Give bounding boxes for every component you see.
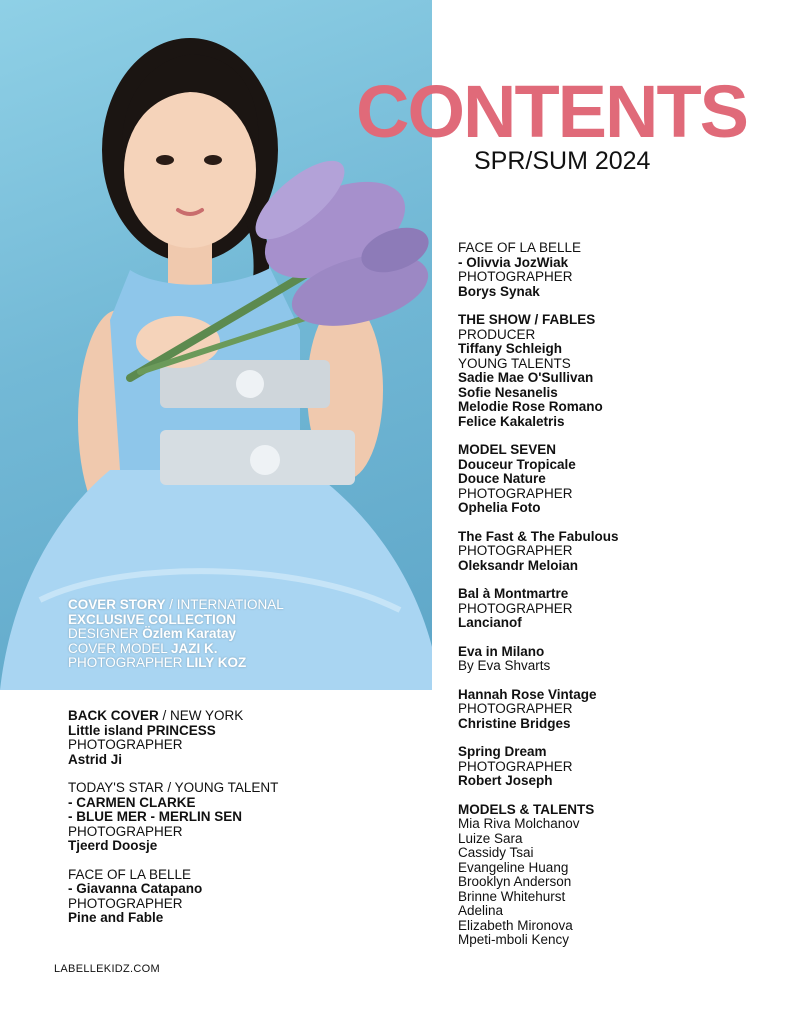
toc-section [458, 745, 778, 789]
right-contents-column [458, 241, 778, 962]
section-role: PHOTOGRAPHER [458, 701, 573, 716]
cover-designer-name: Özlem Karatay [142, 626, 237, 641]
toc-section [458, 688, 778, 732]
toc-section [458, 241, 778, 299]
cover-story-location: / INTERNATIONAL [165, 597, 284, 612]
section-entry: Tjeerd Doosje [68, 838, 158, 853]
section-entry: Pine and Fable [68, 910, 164, 925]
toc-section [458, 530, 778, 574]
section-heading: TODAY'S STAR / YOUNG TALENT [68, 780, 279, 795]
section-entry: Douce Nature [458, 471, 546, 486]
section-entry: Robert Joseph [458, 773, 553, 788]
section-heading: MODELS & TALENTS [458, 801, 595, 817]
cover-model-line [68, 642, 428, 657]
toc-section [458, 645, 778, 674]
section-heading: BACK COVER [68, 708, 159, 723]
model-name: Adelina [458, 903, 504, 918]
cover-photographer-name: LILY KOZ [186, 655, 247, 670]
section-entry: Oleksandr Meloian [458, 557, 579, 573]
section-role: PHOTOGRAPHER [458, 485, 573, 501]
section-location: / NEW YORK [158, 708, 244, 723]
toc-section [68, 781, 408, 854]
toc-section [458, 587, 778, 631]
section-role: PHOTOGRAPHER [458, 758, 573, 774]
section-role: PHOTOGRAPHER [68, 895, 183, 911]
section-heading: Eva in Milano [458, 643, 545, 659]
section-entry: Astrid Ji [68, 751, 123, 767]
model-name: Elizabeth Mironova [458, 917, 573, 933]
cover-designer-label: DESIGNER [68, 626, 143, 641]
section-role: YOUNG TALENTS [458, 355, 571, 371]
left-contents-column [68, 709, 408, 940]
toc-section [458, 443, 778, 516]
section-heading: FACE OF LA BELLE [458, 240, 582, 255]
section-entry: Tiffany Schleigh [458, 341, 563, 356]
section-entry: By Eva Shvarts [458, 658, 551, 673]
section-heading: Spring Dream [458, 744, 547, 759]
section-entry: - Olivvia JozWiak [458, 254, 569, 270]
section-role: PHOTOGRAPHER [68, 737, 183, 752]
section-role: PHOTOGRAPHER [458, 269, 573, 284]
section-entry: Sofie Nesanelis [458, 384, 558, 400]
section-role: PHOTOGRAPHER [458, 543, 573, 558]
section-entry: Douceur Tropicale [458, 456, 576, 472]
cover-model-name: JAZI K. [171, 640, 218, 656]
section-heading: Bal à Montmartre [458, 586, 569, 601]
cover-collection: EXCLUSIVE COLLECTION [68, 611, 237, 627]
section-entry: Borys Synak [458, 283, 540, 299]
section-role: PHOTOGRAPHER [68, 823, 183, 839]
toc-section-models [458, 803, 778, 948]
section-role: PRODUCER [458, 326, 536, 342]
model-name: Mia Riva Molchanov [458, 816, 580, 831]
section-heading: FACE OF LA BELLE [68, 866, 192, 882]
section-heading-line [68, 709, 408, 724]
section-entry: Lancianof [458, 615, 522, 630]
cover-designer-line [68, 627, 428, 642]
toc-section [68, 868, 408, 926]
model-name: Brooklyn Anderson [458, 874, 572, 889]
section-entry: Little island PRINCESS [68, 722, 216, 738]
cover-story-line [68, 598, 428, 613]
section-role: PHOTOGRAPHER [458, 600, 573, 616]
section-entry: Sadie Mae O'Sullivan [458, 370, 594, 385]
model-name: Mpeti-mboli Kency [458, 932, 570, 947]
toc-section [458, 313, 778, 429]
website-footer: LABELLEKIDZ.COM [54, 963, 160, 975]
section-heading: MODEL SEVEN [458, 442, 557, 457]
model-name: Luize Sara [458, 830, 523, 846]
model-name: Evangeline Huang [458, 859, 569, 875]
section-entry: Ophelia Foto [458, 500, 541, 515]
section-entry: - CARMEN CLARKE [68, 794, 196, 810]
cover-story-label: COVER STORY [68, 597, 166, 612]
model-name: Brinne Whitehurst [458, 888, 566, 904]
cover-photographer-line [68, 656, 428, 671]
issue-label: SPR/SUM 2024 [474, 147, 651, 175]
section-heading: Hannah Rose Vintage [458, 686, 597, 702]
section-heading: THE SHOW / FABLES [458, 312, 596, 327]
model-name: Cassidy Tsai [458, 845, 534, 860]
cover-credits [68, 598, 428, 671]
section-heading: The Fast & The Fabulous [458, 528, 619, 544]
section-entry: Felice Kakaletris [458, 413, 565, 429]
cover-photographer-label: PHOTOGRAPHER [68, 655, 187, 670]
section-entry: - Giavanna Catapano [68, 881, 203, 896]
section-entry: Melodie Rose Romano [458, 399, 603, 414]
section-entry: Christine Bridges [458, 715, 571, 731]
toc-section [68, 709, 408, 767]
page-title: CONTENTS [356, 70, 747, 153]
section-entry: - BLUE MER - MERLIN SEN [68, 809, 242, 824]
cover-model-label: COVER MODEL [68, 640, 172, 656]
